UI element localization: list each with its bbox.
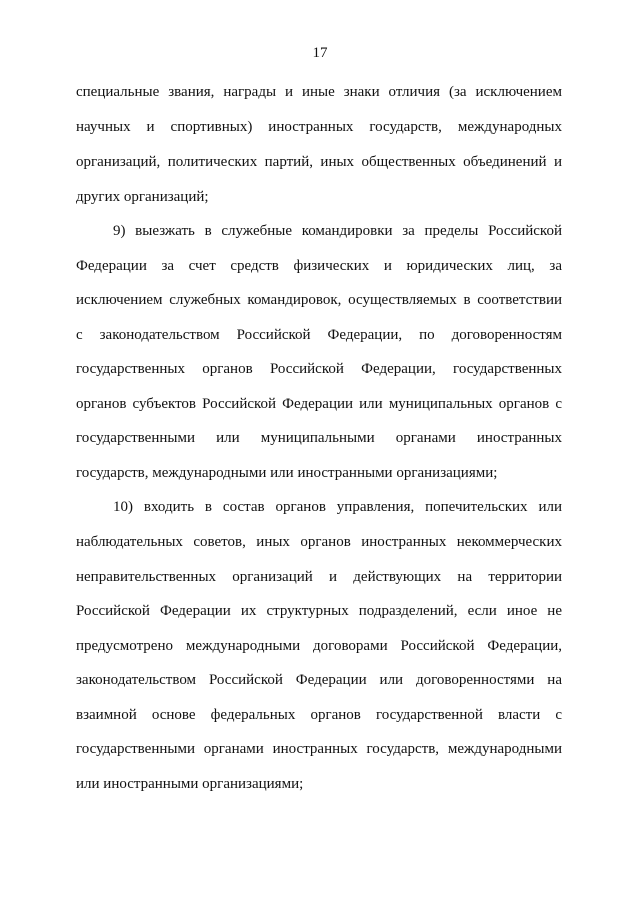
paragraph-2-line-1: 9) выезжать в служебные командировки за пределы Российской	[113, 223, 562, 239]
paragraph-1-line-2: научных и спортивных) иностранных государств, международных	[76, 119, 562, 135]
paragraph-2-line-7: государственными или муниципальными органами иностранных	[76, 430, 562, 446]
paragraph-3-line-5: предусмотрено международными договорами Российской Федерации,	[76, 638, 562, 654]
paragraph-3-line-9: или иностранными организациями;	[76, 776, 304, 792]
paragraph-2-line-5: государственных органов Российской Федерации, государственных	[76, 361, 562, 377]
paragraph-3-line-8: государственными органами иностранных государств, международными	[76, 741, 562, 757]
paragraph-3-line-3: неправительственных организаций и действующих на территории	[76, 569, 562, 585]
paragraph-1-line-4: других организаций;	[76, 189, 209, 205]
paragraph-3-line-4: Российской Федерации их структурных подразделений, если иное не	[76, 603, 562, 619]
page-number: 17	[312, 45, 328, 61]
paragraph-3-line-6: законодательством Российской Федерации или договоренностями на	[76, 672, 562, 688]
paragraph-3-line-7: взаимной основе федеральных органов государственной власти с	[76, 707, 562, 723]
paragraph-1-line-1: специальные звания, награды и иные знаки отличия (за исключением	[76, 84, 562, 100]
paragraph-2-line-4: с законодательством Российской Федерации, по договоренностям	[76, 327, 562, 343]
paragraph-3-line-2: наблюдательных советов, иных органов иностранных некоммерческих	[76, 534, 562, 550]
paragraph-3-line-1: 10) входить в состав органов управления, попечительских или	[113, 499, 562, 515]
paragraph-2-line-6: органов субъектов Российской Федерации или муниципальных органов с	[76, 396, 562, 412]
paragraph-2-line-8: государств, международными или иностранными организациями;	[76, 465, 498, 481]
paragraph-1-line-3: организаций, политических партий, иных общественных объединений и	[76, 154, 562, 170]
paragraph-2-line-2: Федерации за счет средств физических и юридических лиц, за	[76, 258, 562, 274]
paragraph-2-line-3: исключением служебных командировок, осуществляемых в соответствии	[76, 292, 562, 308]
